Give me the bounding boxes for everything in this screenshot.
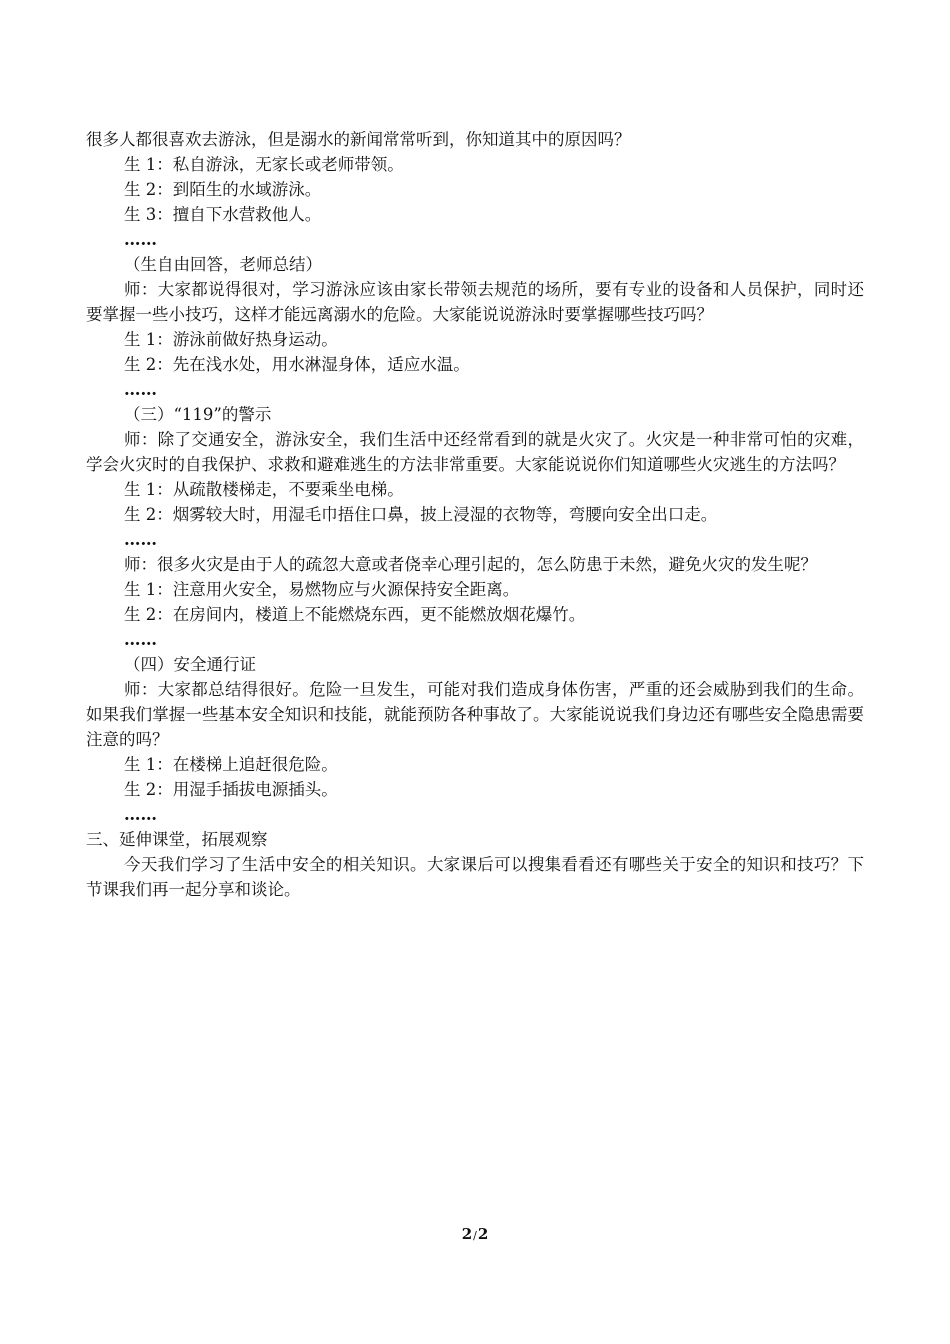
paragraph: 师：大家都总结得很好。危险一旦发生，可能对我们造成身体伤害，严重的还会威胁到我们的生命。如果我们掌握一些基本安全知识和技能，就能预防各种事故了。大家能说说我们身边还有哪些安全隐患需要注意的吗？ bbox=[86, 680, 864, 749]
paragraph: 生 3：擅自下水营救他人。 bbox=[124, 205, 322, 224]
paragraph: 师：很多火灾是由于人的疏忽大意或者侥幸心理引起的，怎么防患于未然，避免火灾的发生呢？ bbox=[124, 555, 817, 574]
paragraph: 师：除了交通安全，游泳安全，我们生活中还经常看到的就是火灾了。火灾是一种非常可怕的灾难，学会火灾时的自我保护、求救和避难逃生的方法非常重要。大家能说说你们知道哪些火灾逃生的方法吗？ bbox=[86, 430, 864, 474]
paragraph: 生 1：游泳前做好热身运动。 bbox=[124, 330, 338, 349]
paragraph: 生 2：到陌生的水域游泳。 bbox=[124, 180, 322, 199]
paragraph: 生 2：烟雾较大时，用湿毛巾捂住口鼻，披上浸湿的衣物等，弯腰向安全出口走。 bbox=[124, 505, 718, 524]
page-separator: / bbox=[473, 1229, 477, 1242]
ellipsis-line: …… bbox=[124, 230, 157, 249]
ellipsis-line: …… bbox=[124, 805, 157, 824]
paragraph: （生自由回答，老师总结） bbox=[124, 255, 322, 274]
ellipsis-line: …… bbox=[124, 380, 157, 399]
ellipsis-line: …… bbox=[124, 530, 157, 549]
paragraph: （三）“119”的警示 bbox=[124, 405, 272, 424]
paragraph: 今天我们学习了生活中安全的相关知识。大家课后可以搜集看看还有哪些关于安全的知识和技巧？下节课我们再一起分享和谈论。 bbox=[86, 855, 864, 899]
paragraph: 生 2：用湿手插拔电源插头。 bbox=[124, 780, 338, 799]
paragraph: 生 1：私自游泳，无家长或老师带领。 bbox=[124, 155, 404, 174]
paragraph: 三、延伸课堂，拓展观察 bbox=[86, 830, 268, 849]
current-page-number: 2 bbox=[461, 1225, 473, 1243]
paragraph: 师：大家都说得很对，学习游泳应该由家长带领去规范的场所，要有专业的设备和人员保护，同时还要掌握一些小技巧，这样才能远离溺水的危险。大家能说说游泳时要掌握哪些技巧吗？ bbox=[86, 280, 864, 324]
paragraph: 生 2：在房间内，楼道上不能燃烧东西，更不能燃放烟花爆竹。 bbox=[124, 605, 586, 624]
total-page-number: 2 bbox=[477, 1225, 489, 1243]
document-body bbox=[86, 127, 864, 902]
paragraph: 生 2：先在浅水处，用水淋湿身体，适应水温。 bbox=[124, 355, 470, 374]
paragraph: （四）安全通行证 bbox=[124, 655, 256, 674]
paragraph: 很多人都很喜欢去游泳，但是溺水的新闻常常听到，你知道其中的原因吗？ bbox=[86, 130, 631, 149]
paragraph: 生 1：注意用火安全，易燃物应与火源保持安全距离。 bbox=[124, 580, 520, 599]
page-number bbox=[0, 1224, 950, 1246]
ellipsis-line: …… bbox=[124, 630, 157, 649]
paragraph: 生 1：从疏散楼梯走，不要乘坐电梯。 bbox=[124, 480, 404, 499]
paragraph: 生 1：在楼梯上追赶很危险。 bbox=[124, 755, 338, 774]
